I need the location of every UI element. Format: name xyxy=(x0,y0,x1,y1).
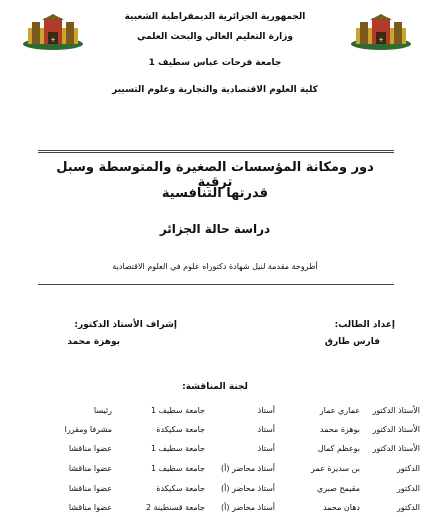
member-university: جامعة سطيف 1 xyxy=(151,464,205,473)
top-divider xyxy=(38,150,394,151)
member-university: جامعة سكيكدة xyxy=(156,425,205,434)
member-university: جامعة قسنطينة 2 xyxy=(145,503,205,512)
member-role: عضوا مناقشا xyxy=(68,503,112,512)
member-name: دهان محمد xyxy=(323,503,360,512)
member-title: الأستاذ الدكتور xyxy=(372,425,420,434)
committee-row xyxy=(0,425,430,439)
svg-text:ⵜ: ⵜ xyxy=(378,37,384,44)
ministry-name: وزارة التعليم العالي والبحث العلمي xyxy=(136,32,294,42)
member-rank: أستاذ محاضر (أ) xyxy=(221,464,275,473)
member-name: بوعظم كمال xyxy=(317,444,360,453)
member-role: عضوا مناقشا xyxy=(68,444,112,453)
student-name: فارس طارق xyxy=(324,337,380,347)
committee-row xyxy=(0,503,430,517)
member-title: الدكتور xyxy=(396,503,420,512)
member-name: مقيمح صبري xyxy=(317,484,360,493)
member-title: الدكتور xyxy=(396,464,420,473)
university-name: جامعة فرحات عباس سطيف 1 xyxy=(148,58,282,68)
republic-name: الجمهورية الجزائرية الديمقراطية الشعبية xyxy=(124,12,306,22)
member-name: بوهزة محمد xyxy=(320,425,360,434)
member-university: جامعة سكيكدة xyxy=(156,484,205,493)
member-role: عضوا مناقشا xyxy=(68,464,112,473)
member-university: جامعة سطيف 1 xyxy=(151,444,205,453)
student-label: إعداد الطالب: xyxy=(334,320,395,330)
thesis-title-line2: قدرتها التنافسية xyxy=(161,186,269,201)
committee-row xyxy=(0,464,430,478)
member-university: جامعة سطيف 1 xyxy=(151,406,205,415)
mid-divider xyxy=(38,284,394,285)
member-title: الدكتور xyxy=(396,484,420,493)
university-logo-left xyxy=(20,14,86,52)
member-rank: أستاذ محاضر (أ) xyxy=(221,503,275,512)
committee-label: لجنة المناقشة: xyxy=(182,382,248,392)
supervisor-label: إشراف الأستاذ الدكتور: xyxy=(74,320,177,330)
top-divider-double xyxy=(38,152,394,153)
member-rank: أستاذ محاضر (أ) xyxy=(221,484,275,493)
member-rank: أستاذ xyxy=(257,406,275,415)
thesis-subtitle: دراسة حالة الجزائر xyxy=(159,222,271,236)
thesis-title-line1: دور ومكانة المؤسسات الصغيرة والمتوسطة وسبل ترقية xyxy=(56,160,374,190)
member-role: رئيسا xyxy=(93,406,112,415)
member-name: عماري عمار xyxy=(319,406,360,415)
committee-row xyxy=(0,444,430,458)
svg-text:ⵜ: ⵜ xyxy=(50,37,56,44)
committee-row xyxy=(0,406,430,420)
member-role: عضوا مناقشا xyxy=(68,484,112,493)
member-rank: أستاذ xyxy=(257,425,275,434)
member-role: مشرفا ومقررا xyxy=(64,425,112,434)
member-title: الأستاذ الدكتور xyxy=(372,406,420,415)
member-name: بن سديرة عمر xyxy=(311,464,360,473)
supervisor-name: بوهزة محمد xyxy=(67,337,120,347)
member-title: الأستاذ الدكتور xyxy=(372,444,420,453)
thesis-description: أطروحة مقدمة لنيل شهادة دكتوراه علوم في العلوم الاقتصادية xyxy=(112,262,318,271)
member-rank: أستاذ xyxy=(257,444,275,453)
faculty-name: كلية العلوم الاقتصادية والتجارية وعلوم التسيير xyxy=(112,85,318,95)
university-logo-right xyxy=(348,14,414,52)
committee-row xyxy=(0,484,430,498)
